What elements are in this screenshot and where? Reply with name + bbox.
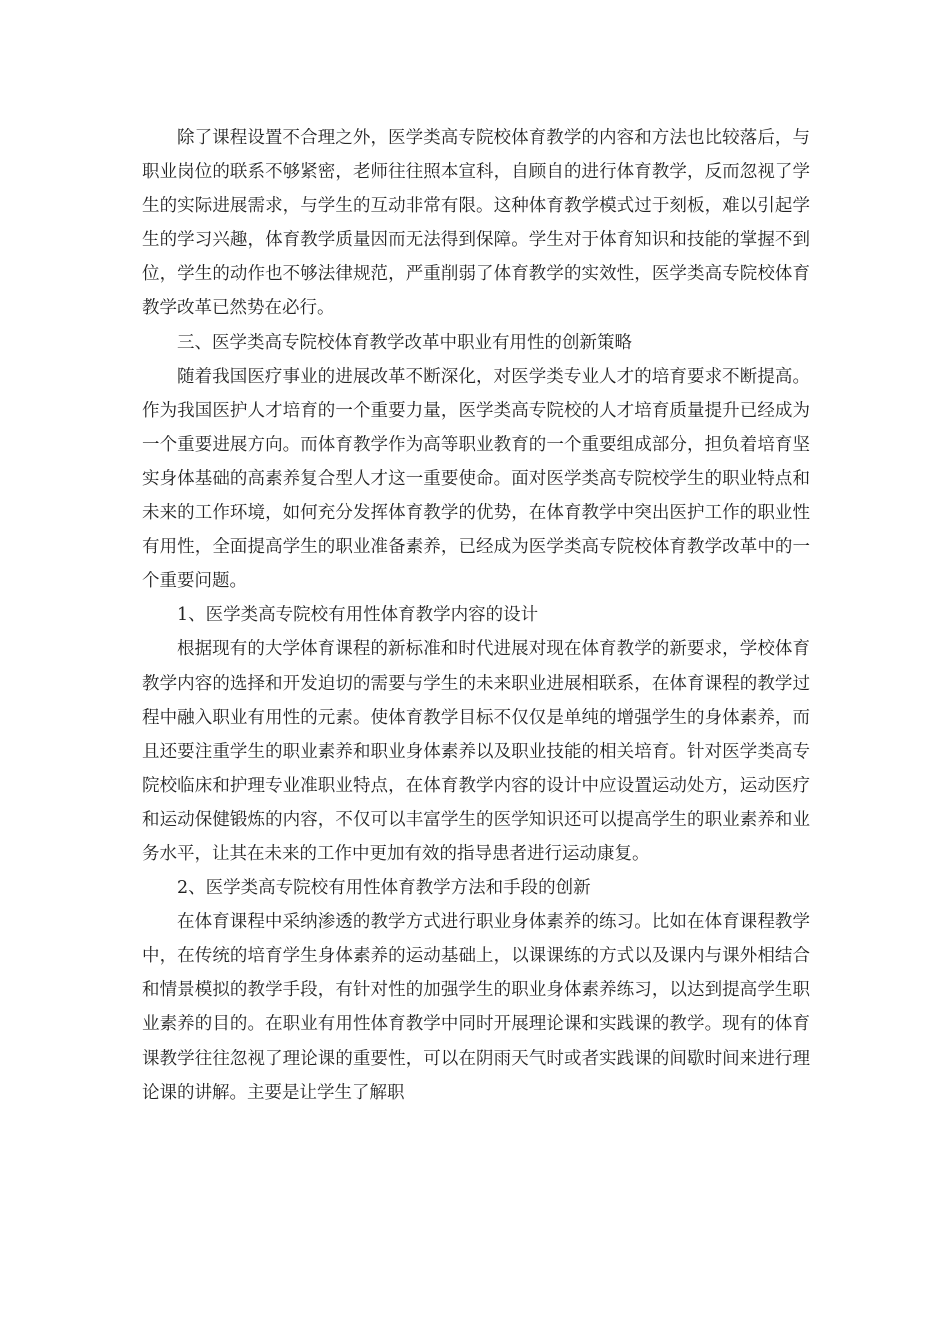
subsection-heading-content-design: 1、医学类高专院校有用性体育教学内容的设计 <box>177 605 539 626</box>
paragraph-course-problems: 除了课程设置不合理之外，医学类高专院校体育教学的内容和方法也比较落后，与职业岗位的联系不够紧密，老师往往照本宣科，自顾自的进行体育教学，反而忽视了学生的实际进展需求，与学生的互动非常有限。这种体育教学模式过于刻板，难以引起学生的学习兴趣，体育教学质量因而无法得到保障。学生对于体育知识和技能的掌握不到位，学生的动作也不够法律规范，严重削弱了体育教学的实效性，医学类高专院校体育教学改革已然势在必行。 <box>142 128 810 319</box>
paragraph-content-design: 根据现有的大学体育课程的新标准和时代进展对现在体育教学的新要求，学校体育教学内容的选择和开发迫切的需要与学生的未来职业进展相联系，在体育课程的教学过程中融入职业有用性的元素。使体育教学目标不仅仅是单纯的增强学生的身体素养，而且还要注重学生的职业素养和职业身体素养以及职业技能的相关培育。针对医学类高专院校临床和护理专业准职业特点，在体育教学内容的设计中应设置运动处方，运动医疗和运动保健锻炼的内容，不仅可以丰富学生的医学知识还可以提高学生的职业素养和业务水平，让其在未来的工作中更加有效的指导患者进行运动康复。 <box>142 639 810 864</box>
document-body <box>142 121 810 1110</box>
paragraph-reform-background: 随着我国医疗事业的进展改革不断深化，对医学类专业人才的培育要求不断提高。作为我国医护人才培育的一个重要力量，医学类高专院校的人才培育质量提升已经成为一个重要进展方向。而体育教学作为高等职业教育的一个重要组成部分，担负着培育坚实身体基础的高素养复合型人才这一重要使命。面对医学类高专院校学生的职业特点和未来的工作环境，如何充分发挥体育教学的优势，在体育教学中突出医护工作的职业性有用性，全面提高学生的职业准备素养，已经成为医学类高专院校体育教学改革中的一个重要问题。 <box>142 366 810 592</box>
section-heading-innovation-strategies: 三、医学类高专院校体育教学改革中职业有用性的创新策略 <box>177 332 632 353</box>
subsection-heading-method-innovation: 2、医学类高专院校有用性体育教学方法和手段的创新 <box>177 878 591 899</box>
paragraph-method-innovation: 在体育课程中采纳渗透的教学方式进行职业身体素养的练习。比如在体育课程教学中，在传统的培育学生身体素养的运动基础上，以课课练的方式以及课内与课外相结合和情景模拟的教学手段，有针对性的加强学生的职业身体素养练习，以达到提高学生职业素养的目的。在职业有用性体育教学中同时开展理论课和实践课的教学。现有的体育课教学往往忽视了理论课的重要性，可以在阴雨天气时或者实践课的间歇时间来进行理论课的讲解。主要是让学生了解职 <box>142 912 810 1103</box>
